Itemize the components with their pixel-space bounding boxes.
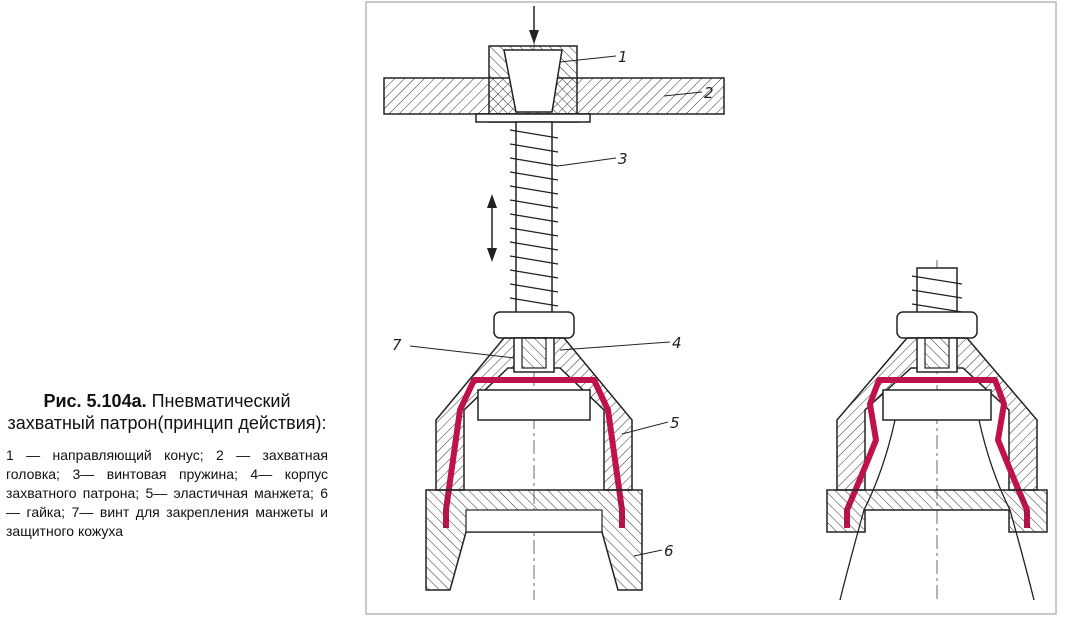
right-rod-nut	[897, 312, 977, 338]
left-screw	[522, 338, 546, 368]
left-cone-collar	[476, 114, 590, 122]
callout-2: 2	[704, 84, 714, 102]
caption-title-text: Пневматический захватный патрон(принцип действия):	[7, 391, 327, 433]
gripper-drawing	[364, 0, 1067, 621]
callout-4: 4	[672, 334, 682, 352]
left-top-arrowhead	[529, 30, 539, 44]
caption-label: Рис. 5.104а.	[43, 391, 147, 411]
caption-legend: 1 — направляющий конус; 2 — захватная головка; 3— винтовая пружина; 4— корпус захватного патрона; 5— эластичная манжета; 6 — гайка; 7— винт для закрепления манжеты и защитного кожуха	[6, 447, 328, 539]
caption-title	[6, 390, 328, 434]
left-double-arrow-down	[487, 248, 497, 262]
callout-5: 5	[670, 414, 680, 432]
left-nut-seal	[466, 510, 602, 532]
callout-4-leader	[560, 342, 670, 350]
callout-6: 6	[664, 542, 674, 560]
left-inner-cap	[478, 390, 590, 420]
callout-3: 3	[618, 150, 628, 168]
left-rod-nut	[494, 312, 574, 338]
callout-1: 1	[618, 48, 628, 66]
callout-7: 7	[392, 336, 402, 354]
right-inner-cap	[883, 390, 991, 420]
figure-caption	[6, 390, 328, 541]
right-screw	[925, 338, 949, 368]
left-double-arrow-up	[487, 194, 497, 208]
right-view	[827, 260, 1047, 600]
callout-3-leader	[558, 158, 616, 166]
